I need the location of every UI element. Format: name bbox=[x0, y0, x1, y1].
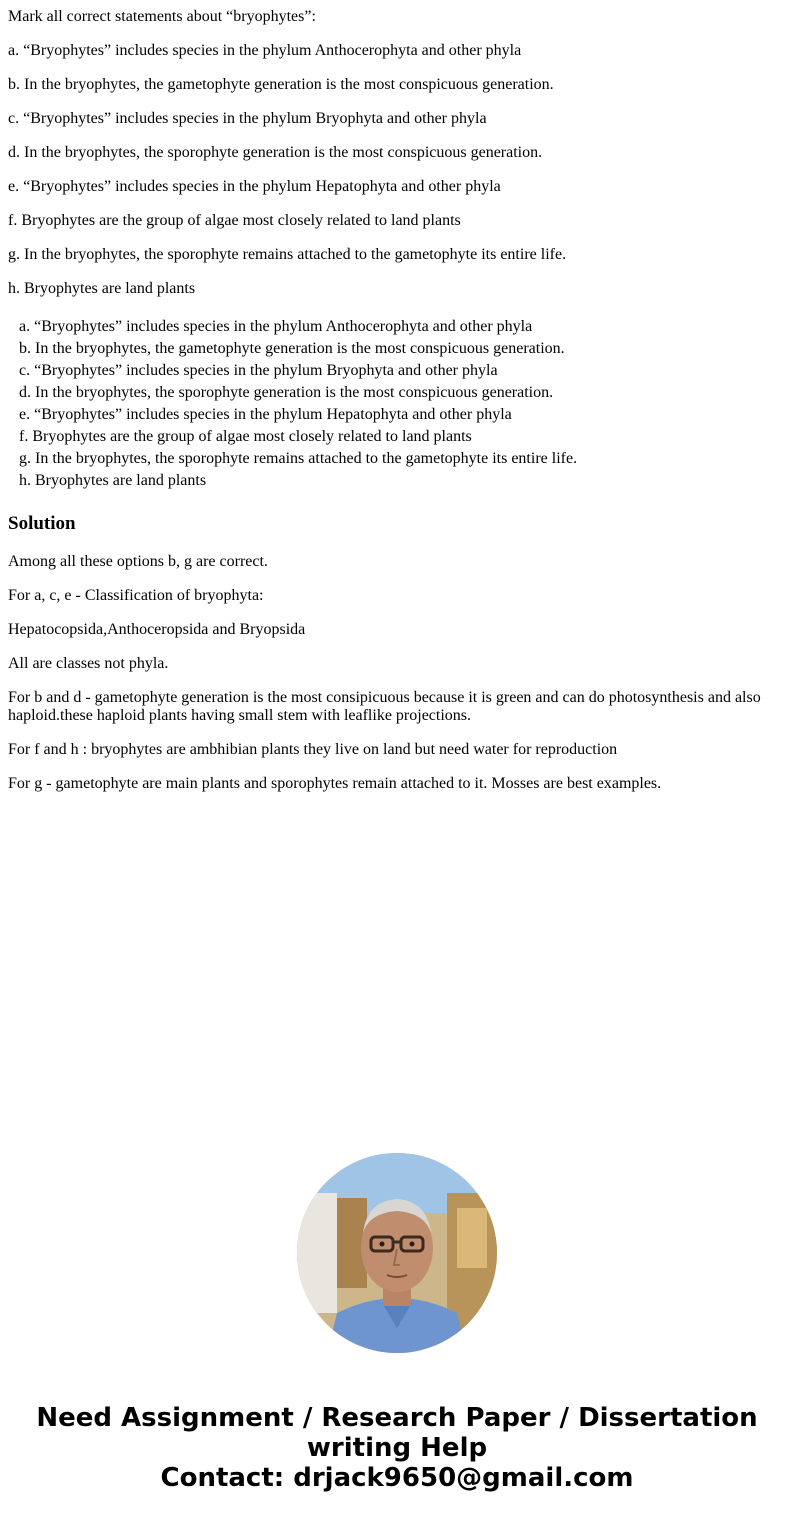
statement-e: e. “Bryophytes” includes species in the phylum Hepatophyta and other phyla bbox=[8, 178, 501, 195]
portrait-image bbox=[297, 1153, 497, 1353]
option-item-e: e. “Bryophytes” includes species in the phylum Hepatophyta and other phyla bbox=[19, 406, 512, 423]
statement-f: f. Bryophytes are the group of algae most closely related to land plants bbox=[8, 212, 461, 229]
statement-b: b. In the bryophytes, the gametophyte generation is the most conspicuous generation. bbox=[8, 76, 554, 93]
statement-g: g. In the bryophytes, the sporophyte remains attached to the gametophyte its entire life. bbox=[8, 246, 567, 263]
option-item-b: b. In the bryophytes, the gametophyte generation is the most conspicuous generation. bbox=[19, 340, 565, 357]
option-item-d: d. In the bryophytes, the sporophyte generation is the most conspicuous generation. bbox=[19, 384, 554, 401]
footer-help-text: Need Assignment / Research Paper / Dissertation writing Help bbox=[36, 1403, 758, 1463]
statement-a: a. “Bryophytes” includes species in the phylum Anthocerophyta and other phyla bbox=[8, 42, 522, 59]
option-item-a: a. “Bryophytes” includes species in the phylum Anthocerophyta and other phyla bbox=[19, 318, 533, 335]
question-title: Mark all correct statements about “bryophytes”: bbox=[8, 8, 316, 25]
solution-paragraph: For f and h : bryophytes are ambhibian plants they live on land but need water for reproduction bbox=[8, 741, 618, 758]
option-item-c: c. “Bryophytes” includes species in the phylum Bryophyta and other phyla bbox=[19, 362, 498, 379]
statement-h: h. Bryophytes are land plants bbox=[8, 280, 196, 297]
solution-paragraph: Hepatocopsida,Anthoceropsida and Bryopsida bbox=[8, 621, 306, 638]
footer-contact-text: Contact: drjack9650@gmail.com bbox=[160, 1463, 634, 1493]
option-item-f: f. Bryophytes are the group of algae most closely related to land plants bbox=[19, 428, 472, 445]
solution-paragraph: All are classes not phyla. bbox=[8, 655, 169, 672]
solution-paragraph: Among all these options b, g are correct. bbox=[8, 553, 268, 570]
solution-paragraph: For a, c, e - Classification of bryophyta: bbox=[8, 587, 264, 604]
solution-heading: Solution bbox=[8, 513, 76, 534]
statement-d: d. In the bryophytes, the sporophyte generation is the most conspicuous generation. bbox=[8, 144, 543, 161]
option-item-g: g. In the bryophytes, the sporophyte remains attached to the gametophyte its entire life. bbox=[19, 450, 578, 467]
solution-paragraph: For b and d - gametophyte generation is the most consipicuous because it is green and can do photosynthesis and also haploid.these haploid plants having small stem with leaflike projections. bbox=[8, 689, 761, 724]
option-list bbox=[8, 316, 786, 492]
statement-c: c. “Bryophytes” includes species in the phylum Bryophyta and other phyla bbox=[8, 110, 487, 127]
solution-paragraph: For g - gametophyte are main plants and sporophytes remain attached to it. Mosses are best examples. bbox=[8, 775, 662, 792]
avatar bbox=[297, 1153, 497, 1353]
option-item-h: h. Bryophytes are land plants bbox=[19, 472, 207, 489]
footer-banner bbox=[0, 1403, 794, 1493]
